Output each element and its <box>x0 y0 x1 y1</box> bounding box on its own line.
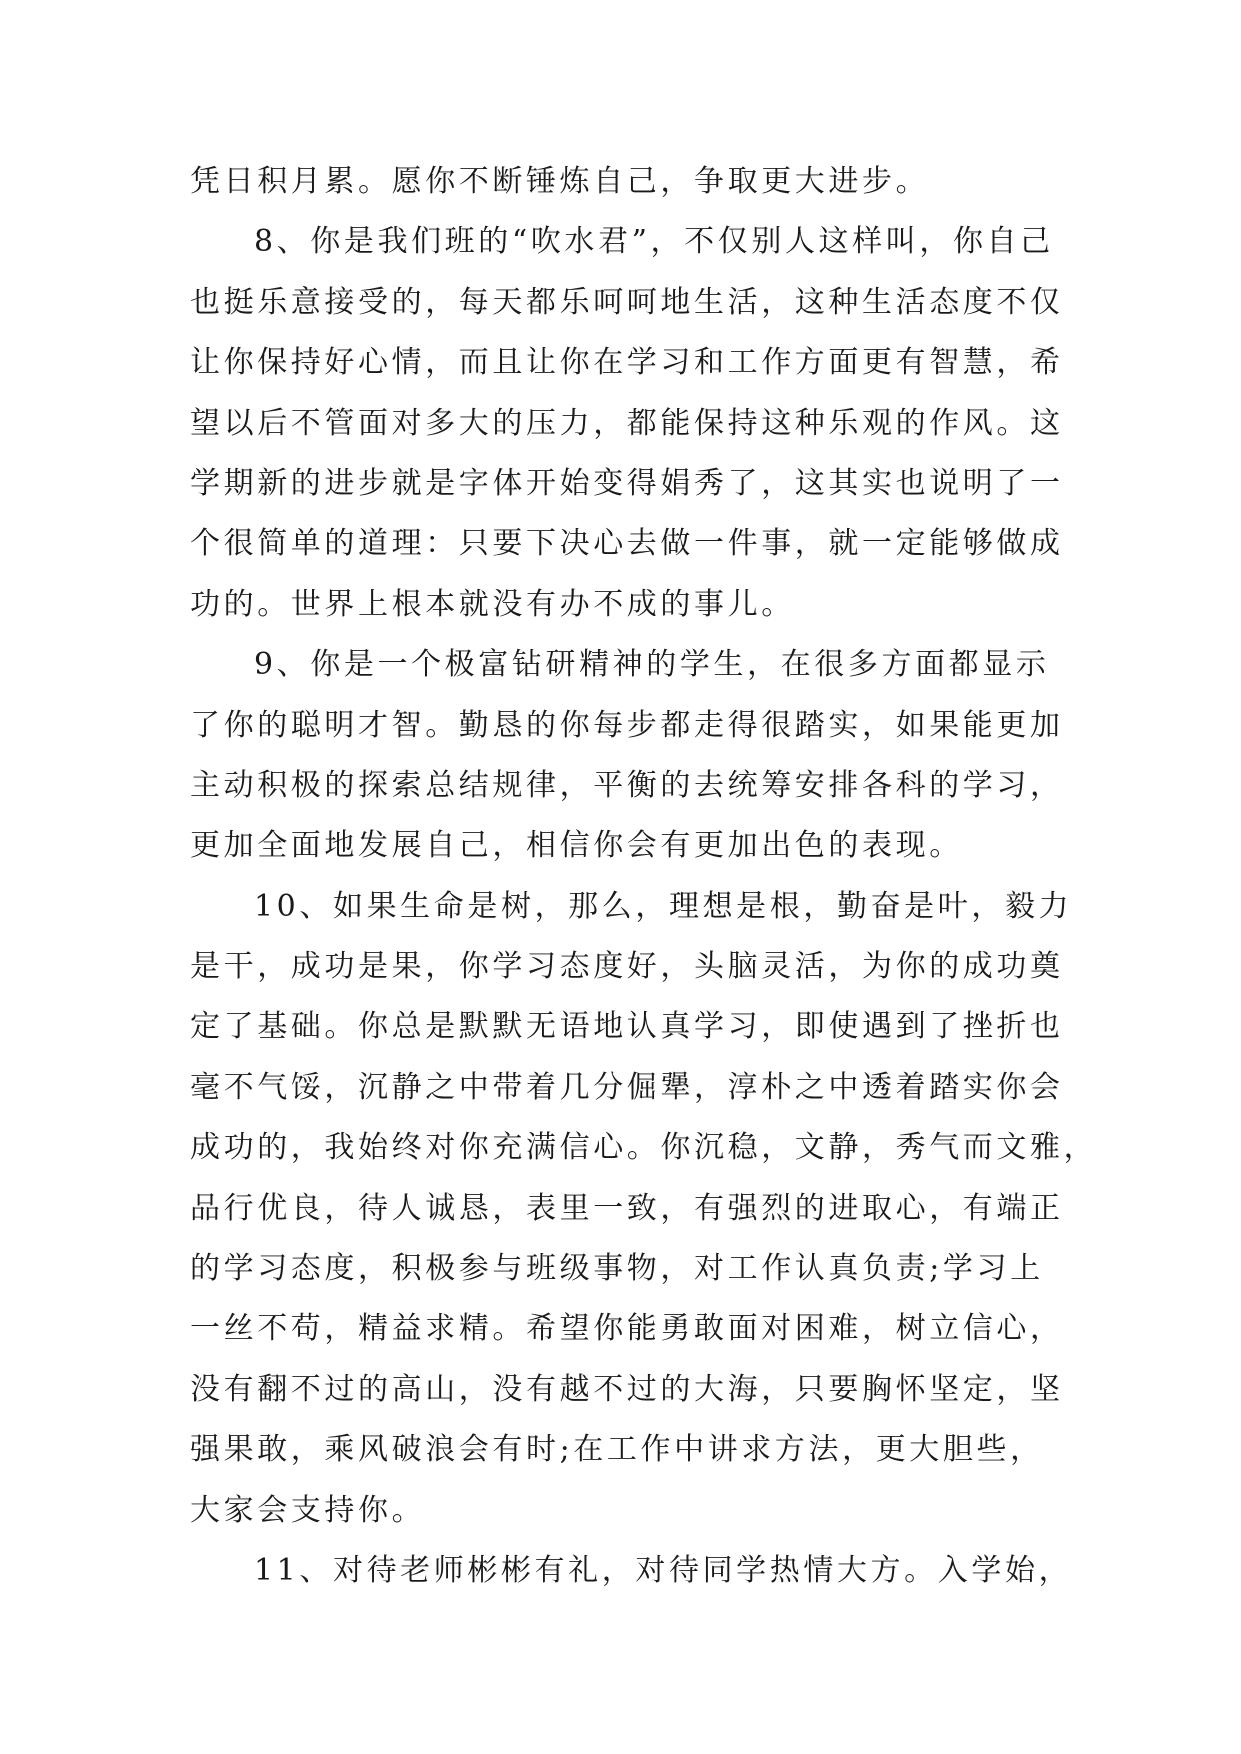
paragraph-start-line: 10、如果生命是树，那么，理想是根，勤奋是叶，毅力 <box>254 888 1073 924</box>
body-text <box>190 152 1098 1601</box>
text-line: 的学习态度，积极参与班级事物，对工作认真负责;学习上 <box>190 1251 1044 1287</box>
text-line: 更加全面地发展自己，相信你会有更加出色的表现。 <box>190 828 963 864</box>
text-line: 主动积极的探索总结规律，平衡的去统筹安排各科的学习， <box>190 767 1064 803</box>
text-line: 功的。世界上根本就没有办不成的事儿。 <box>190 586 795 622</box>
paragraph-start-line: 8、你是我们班的“吹水君”，不仅别人这样叫，你自己 <box>254 224 1054 260</box>
text-line: 成功的，我始终对你充满信心。你沉稳，文静，秀气而文雅， <box>190 1130 1098 1166</box>
text-line: 大家会支持你。 <box>190 1492 426 1528</box>
text-line: 一丝不苟，精益求精。希望你能勇敢面对困难，树立信心， <box>190 1311 1064 1347</box>
text-line: 学期新的进步就是字体开始变得娟秀了，这其实也说明了一 <box>190 465 1064 501</box>
text-line: 定了基础。你总是默默无语地认真学习，即使遇到了挫折也 <box>190 1009 1064 1045</box>
text-line: 望以后不管面对多大的压力，都能保持这种乐观的作风。这 <box>190 405 1064 441</box>
paragraph-start-line: 9、你是一个极富钻研精神的学生，在很多方面都显示 <box>254 647 1050 683</box>
text-line: 个很简单的道理：只要下决心去做一件事，就一定能够做成 <box>190 526 1064 562</box>
text-line: 没有翻不过的高山，没有越不过的大海，只要胸怀坚定，坚 <box>190 1371 1064 1407</box>
text-line: 强果敢，乘风破浪会有时;在工作中讲求方法，更大胆些， <box>190 1432 1044 1468</box>
text-line: 是干，成功是果，你学习态度好，头脑灵活，为你的成功奠 <box>190 949 1064 985</box>
text-line: 也挺乐意接受的，每天都乐呵呵地生活，这种生活态度不仅 <box>190 284 1064 320</box>
paragraph-start-line: 11、对待老师彬彬有礼，对待同学热情大方。入学始， <box>254 1552 1073 1588</box>
text-line: 毫不气馁，沉静之中带着几分倔犟，淳朴之中透着踏实你会 <box>190 1069 1064 1105</box>
text-line: 品行优良，待人诚恳，表里一致，有强烈的进取心，有端正 <box>190 1190 1064 1226</box>
text-line: 让你保持好心情，而且让你在学习和工作方面更有智慧，希 <box>190 345 1064 381</box>
text-line: 凭日积月累。愿你不断锤炼自己，争取更大进步。 <box>190 164 930 199</box>
text-line: 了你的聪明才智。勤恳的你每步都走得很踏实，如果能更加 <box>190 707 1064 743</box>
